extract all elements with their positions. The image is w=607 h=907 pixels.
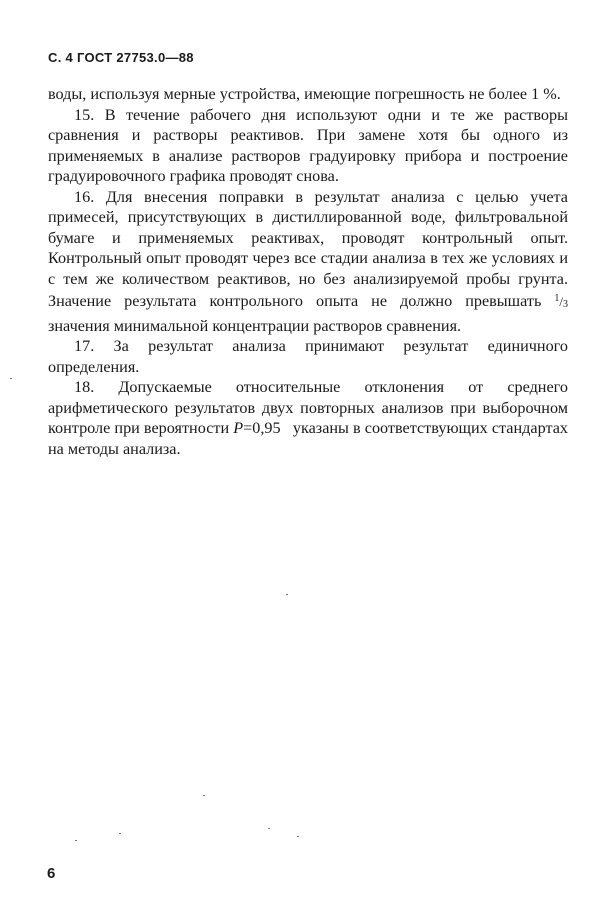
probability-value: =0,95 [243, 419, 281, 437]
paragraph-18-text-a: 18. Допускаемые относительные отклонения от среднего арифметического результатов двух повторных анализов при выборочном контроле при вероятности [48, 378, 568, 437]
scan-speck [10, 378, 12, 379]
paragraph-16 [48, 187, 568, 337]
paragraph-continuation: воды, используя мерные устройства, имеющие погрешность не более 1 %. [48, 85, 561, 103]
probability-variable: P [233, 419, 244, 437]
page-header: С. 4 ГОСТ 27753.0—88 [48, 50, 194, 65]
scan-speck [297, 836, 299, 837]
fraction-one-third: $^1/_3$ [554, 293, 568, 310]
paragraph-17: 17. За результат анализа принимают результат единичного определения. [48, 337, 568, 376]
fraction-denominator: 3 [563, 299, 568, 310]
page-number: 6 [47, 865, 56, 882]
scan-speck [268, 828, 270, 829]
body-text [48, 84, 568, 459]
paragraph-16-text-b: значения минимальной концентрации растворов сравнения. [48, 316, 462, 335]
paragraph-18-text-b: указаны в соответствующих стандартах на методы анализа. [48, 419, 569, 458]
fraction-numerator: 1 [554, 293, 560, 304]
scan-speck [286, 594, 288, 595]
paragraph-18 [48, 377, 568, 459]
scan-speck [75, 840, 77, 841]
paragraph-16-text-a: 16. Для внесения поправки в результат анализа с целью учета примесей, присутствующих в дистиллированной воде, фильтровальной бумаге и применяемых реактивах, проводят контрольный опыт. Контрольный опыт проводят через все стадии анализа в тех же условиях и с тем же количеством реактивов, но без анализируемой пробы грунта. Значение результата контрольного опыта не должно превышать [48, 187, 568, 310]
scan-speck [119, 833, 121, 834]
paragraph-15: 15. В течение рабочего дня используют одни и те же растворы сравнения и растворы реактивов. При замене хотя бы одного из применяемых в анализе растворов градуировку прибора и построение градуировочного графика проводят снова. [48, 105, 568, 185]
scan-speck [203, 795, 205, 796]
